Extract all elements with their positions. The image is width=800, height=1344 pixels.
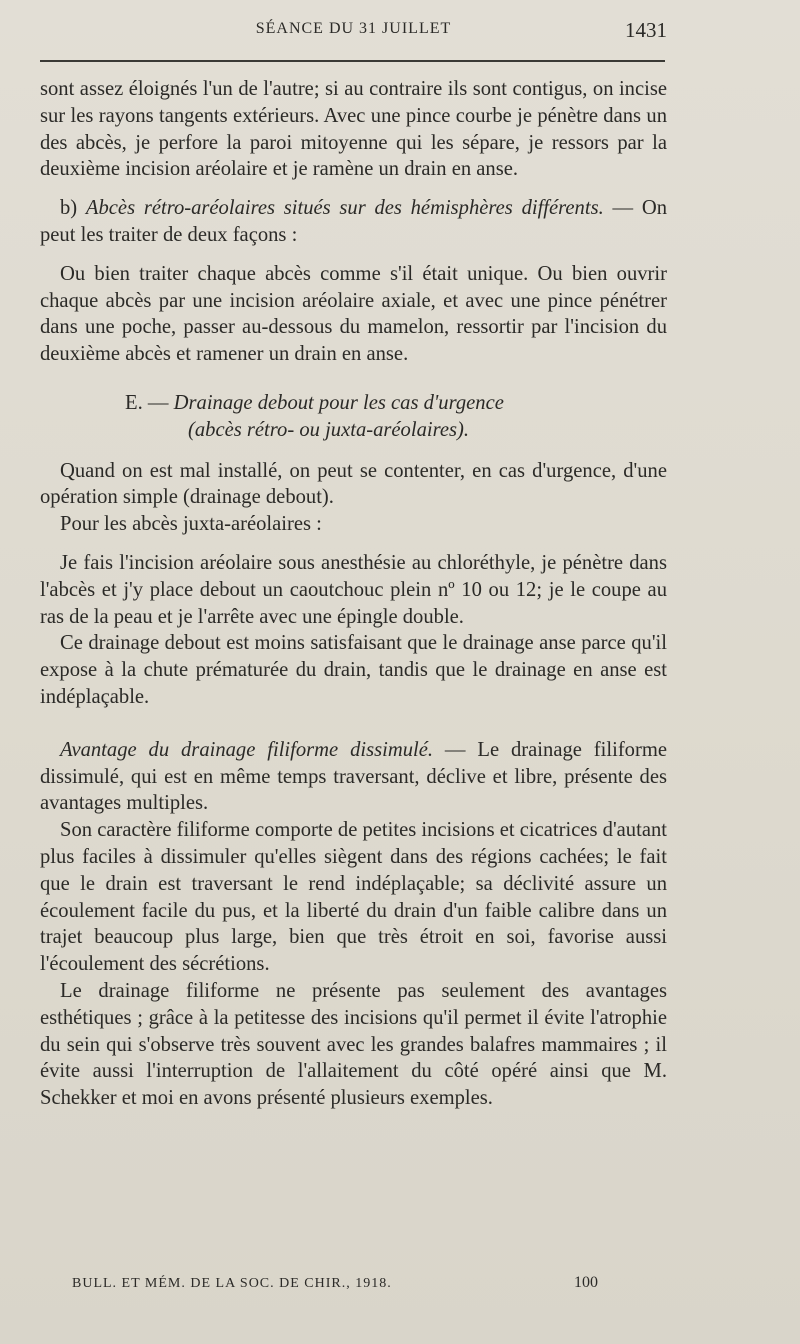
paragraph-incision: Je fais l'incision aréolaire sous anesthésie au chloréthyle, je pénètre dans l'abcès et j'y place debout un caoutchouc plein nº 10 ou 12; je le coupe au ras de la peau et je l'arrête avec une épingle double. <box>40 551 667 628</box>
header-rule <box>40 60 665 62</box>
paragraph-caractere: Son caractère filiforme comporte de petites incisions et cicatrices d'autant plus faciles à dissimuler qu'elles siègent dans des régions cachées; le fait que le drain est traversant le rend indéplaçable; sa déclivité assure un écoulement facile du pus, et la liberté du drain d'un faible calibre dans un trajet beaucoup plus large, bien que très étroit en soi, favorise aussi l'écoulement des sécrétions. <box>40 819 667 976</box>
journal-citation: BULL. ET MÉM. DE LA SOC. DE CHIR., 1918. <box>72 1276 392 1291</box>
paragraph-option: Ou bien traiter chaque abcès comme s'il était unique. Ou bien ouvrir chaque abcès par une incision aréolaire axiale, et avec une pince pénétrer dans une poche, passer au-dessous du mamelon, ressortir par l'incision du deuxième abcès et ramener un drain en anse. <box>40 262 667 366</box>
subsection-title: Abcès rétro-aréolaires situés sur des hémisphères différents. <box>85 197 604 220</box>
page-footer <box>40 1272 667 1296</box>
section-heading-line-1 <box>125 390 667 417</box>
page-body <box>40 76 667 1112</box>
paragraph-juxta: Pour les abcès juxta-aréolaires : <box>60 513 322 536</box>
paragraph-continuation: sont assez éloignés l'un de l'autre; si au contraire ils sont contigus, on incise sur les rayons tangents extérieurs. Avec une pince courbe je pénètre dans un des abcès, je perfore la paroi mitoyenne qui les sépare, je ressors par la deuxième incision aréolaire et je ramène un drain en anse. <box>40 78 667 181</box>
paragraph-avantage <box>40 737 667 817</box>
section-heading-line-2 <box>125 417 667 444</box>
avantage-text: — Le drainage filiforme dissimulé, qui est en même temps traversant, déclive et libre, présente des avantages multiples. <box>40 738 667 815</box>
paragraph-urgence: Quand on est mal installé, on peut se contenter, en cas d'urgence, d'une opération simple (drainage debout). <box>40 459 667 509</box>
avantage-title: Avantage du drainage filiforme dissimulé. <box>60 738 434 761</box>
paragraph-drainage-debout: Ce drainage debout est moins satisfaisant que le drainage anse parce qu'il expose à la chute prématurée du drain, tandis que le drainage en anse est indéplaçable. <box>40 632 667 708</box>
paragraph-esthetique: Le drainage filiforme ne présente pas seulement des avantages esthétiques ; grâce à la petitesse des incisions qu'il permet il évite l'atrophie du sein qui s'observe très souvent avec les grandes balafres mammaires ; il évite aussi l'interruption de l'allaitement du côté opéré ainsi que M. Schekker et moi en avons présenté plusieurs exemples. <box>40 979 667 1110</box>
section-prefix: E. — <box>125 391 169 414</box>
page-number: 1431 <box>625 18 667 42</box>
sheet-number: 100 <box>574 1274 598 1291</box>
section-title: Drainage debout pour les cas d'urgence <box>173 391 504 414</box>
list-label: b) <box>60 197 78 220</box>
section-subtitle: (abcès rétro- ou juxta-aréolaires). <box>188 418 470 441</box>
running-head: SÉANCE DU 31 JUILLET <box>255 20 452 37</box>
paragraph-b-heading <box>40 195 667 249</box>
subsection-lead: — On peut les traiter de deux façons : <box>40 197 668 246</box>
section-heading-e <box>40 390 667 444</box>
page-header <box>40 16 667 50</box>
